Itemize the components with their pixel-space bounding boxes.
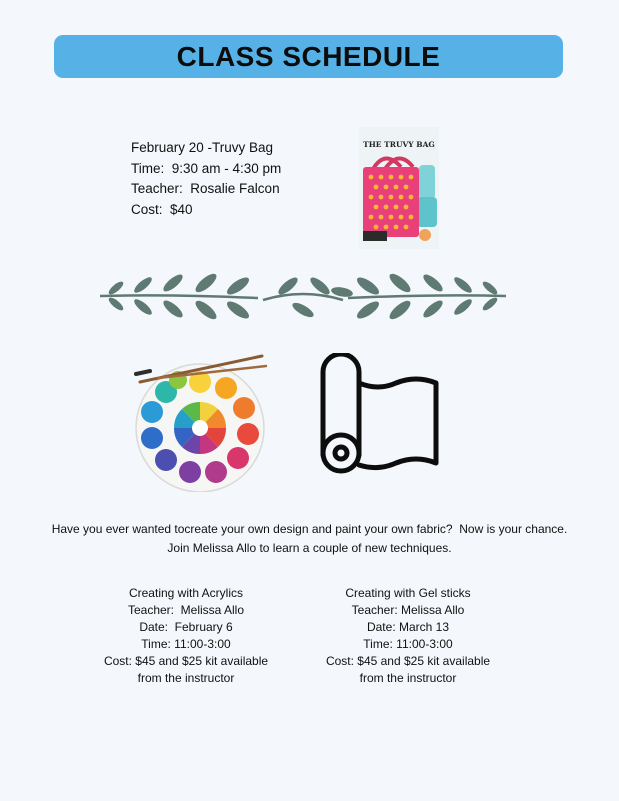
class-date: Date: February 6 <box>139 620 233 634</box>
page-title: CLASS SCHEDULE <box>176 40 441 72</box>
truvy-bag-class-info <box>131 138 281 220</box>
truvy-cost: Cost: $40 <box>131 201 193 217</box>
fabric-roll-icon <box>318 353 442 475</box>
class-name: Creating with Gel sticks <box>345 586 471 600</box>
intro-paragraph <box>20 520 599 558</box>
truvy-bag-illustration <box>359 127 439 249</box>
class-teacher: Teacher: Melissa Allo <box>127 603 245 617</box>
class-cost: Cost: $45 and $25 kit available <box>103 654 269 668</box>
class-time: Time: 11:00-3:00 <box>141 637 231 651</box>
truvy-bag-pattern-cover <box>359 127 439 249</box>
class-acrylics <box>71 585 301 687</box>
class-teacher: Teacher: Melissa Allo <box>351 603 465 617</box>
cover-title-text: THE TRUVY BAG <box>363 140 435 149</box>
class-time: Time: 11:00-3:00 <box>363 637 453 651</box>
class-name: Creating with Acrylics <box>128 586 244 600</box>
title-banner <box>54 35 563 78</box>
truvy-time: Time: 9:30 am - 4:30 pm <box>131 160 282 176</box>
watercolor-palette-icon <box>130 352 270 492</box>
class-date: Date: March 13 <box>366 620 450 634</box>
truvy-date-title: February 20 -Truvy Bag <box>131 140 274 155</box>
class-gel-sticks <box>293 585 523 687</box>
leafy-vine-divider <box>98 270 508 322</box>
truvy-teacher: Teacher: Rosalie Falcon <box>131 181 280 196</box>
intro-line-2: Join Melissa Allo to learn a couple of new techniques. <box>167 541 452 555</box>
class-cost-note: from the instructor <box>137 671 235 685</box>
intro-line-1: Have you ever wanted tocreate your own design and paint your own fabric? Now is your chance. <box>51 522 568 536</box>
class-cost: Cost: $45 and $25 kit available <box>325 654 491 668</box>
class-cost-note: from the instructor <box>359 671 457 685</box>
